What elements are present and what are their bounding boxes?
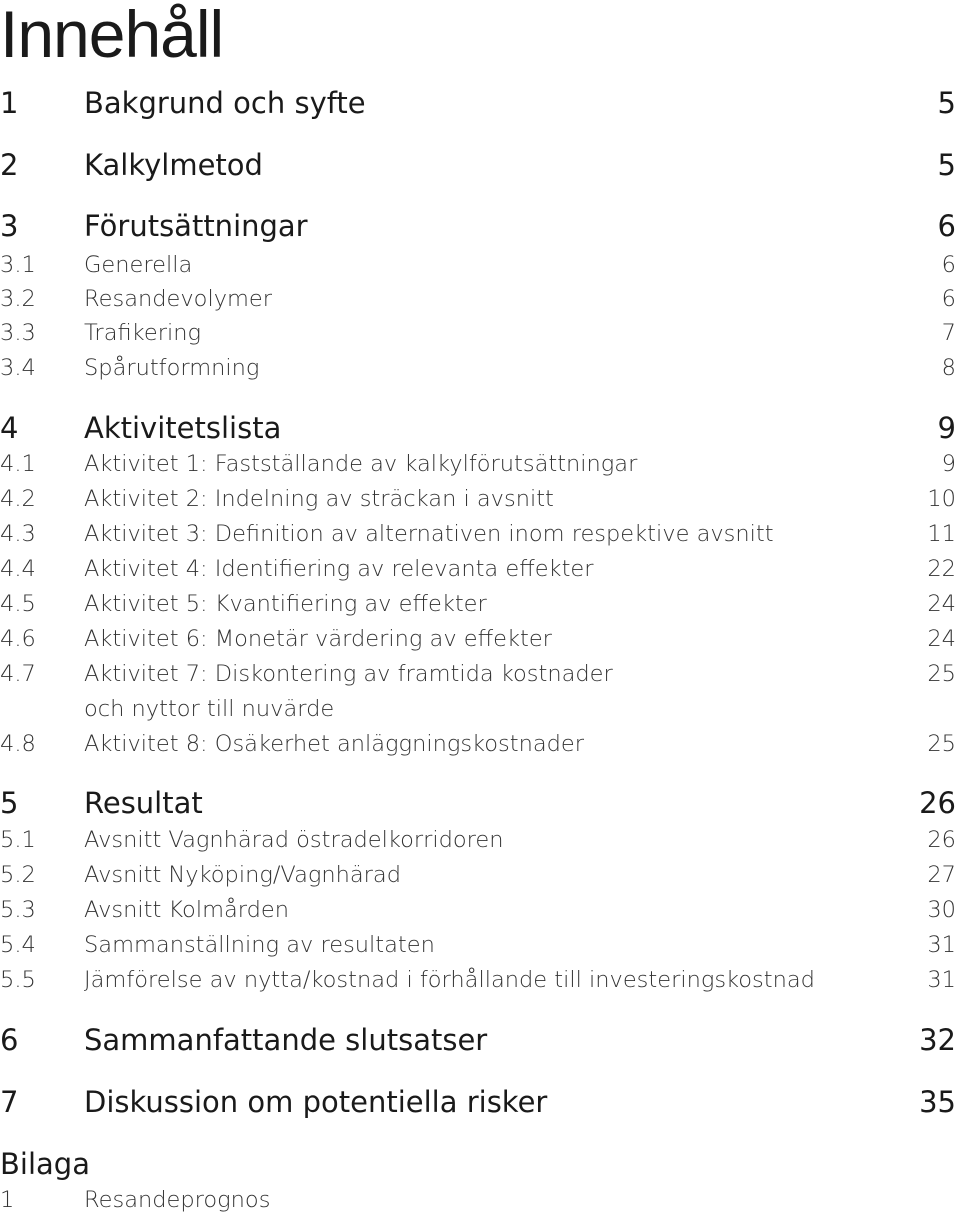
entry-number: 1 <box>0 86 19 120</box>
entry-page-number: 25 <box>927 661 956 687</box>
entry-title: Avsnitt Vagnhärad östradelkorridoren <box>84 827 504 853</box>
entry-title: Bakgrund och syfte <box>84 86 366 120</box>
entry-number: 4.1 <box>0 451 36 477</box>
toc-section-entry[interactable] <box>0 352 960 384</box>
entry-page-number: 25 <box>927 731 956 757</box>
entry-number: 1 <box>0 1187 15 1213</box>
entry-title: Avsnitt Nyköping/Vagnhärad <box>84 862 401 888</box>
entry-number: 7 <box>0 1085 19 1119</box>
entry-number: 4.8 <box>0 731 36 757</box>
entry-title: Förutsättningar <box>84 209 308 243</box>
entry-number: 3 <box>0 209 19 243</box>
entry-title: Sammanställning av resultaten <box>84 932 435 958</box>
entry-title: Diskussion om potentiella risker <box>84 1085 548 1119</box>
entry-number: 4.7 <box>0 661 36 687</box>
toc-section-entry[interactable] <box>0 623 960 655</box>
entry-number: 2 <box>0 148 19 182</box>
toc-section-entry[interactable] <box>0 249 960 281</box>
entry-page-number: 7 <box>941 320 956 346</box>
toc-chapter-entry[interactable] <box>0 83 960 123</box>
entry-title: Avsnitt Kolmården <box>84 897 290 923</box>
entry-page-number: 31 <box>927 967 956 993</box>
entry-title: Aktivitet 2: Indelning av sträckan i avsnitt <box>84 486 554 512</box>
entry-number: 5.4 <box>0 932 36 958</box>
toc-chapter-entry[interactable] <box>0 1082 960 1122</box>
entry-page-number: 24 <box>927 591 956 617</box>
entry-title: Resandevolymer <box>84 286 273 312</box>
entry-title: Aktivitetslista <box>84 411 282 445</box>
entry-page-number: 24 <box>927 626 956 652</box>
entry-page-number: 30 <box>927 897 956 923</box>
entry-title: Resandeprognos <box>84 1187 271 1213</box>
entry-page-number: 22 <box>927 556 956 582</box>
entry-page-number: 9 <box>941 451 956 477</box>
entry-title: Aktivitet 8: Osäkerhet anläggningskostnader <box>84 731 585 757</box>
entry-page-number: 26 <box>919 786 956 820</box>
toc-section-entry[interactable] <box>0 964 960 996</box>
entry-number: 5 <box>0 786 19 820</box>
entry-title: och nyttor till nuvärde <box>84 696 335 722</box>
toc-section-entry[interactable] <box>0 553 960 585</box>
toc-section-entry[interactable] <box>0 448 960 480</box>
toc-chapter-entry[interactable] <box>0 408 960 448</box>
entry-number: 3.2 <box>0 286 36 312</box>
entry-page-number: 5 <box>937 148 956 182</box>
entry-number: 5.3 <box>0 897 36 923</box>
toc-chapter-entry[interactable] <box>0 145 960 185</box>
entry-page-number: 11 <box>927 521 956 547</box>
entry-number: 4.3 <box>0 521 36 547</box>
entry-page-number: 26 <box>927 827 956 853</box>
toc-section-entry[interactable] <box>0 588 960 620</box>
toc-section-entry[interactable] <box>0 483 960 515</box>
page-title: Innehåll <box>0 0 224 71</box>
entry-title: Aktivitet 3: Definition av alternativen inom respektive avsnitt <box>84 521 774 547</box>
appendix-entry[interactable] <box>0 1184 960 1216</box>
entry-page-number: 6 <box>941 252 956 278</box>
entry-number: 5.1 <box>0 827 36 853</box>
entry-title: Jämförelse av nytta/kostnad i förhållande till investeringskostnad <box>84 967 815 993</box>
toc-chapter-entry[interactable] <box>0 1020 960 1060</box>
entry-page-number: 31 <box>927 932 956 958</box>
toc-section-entry[interactable] <box>0 859 960 891</box>
entry-number: 4.2 <box>0 486 36 512</box>
toc-chapter-entry[interactable] <box>0 783 960 823</box>
entry-page-number: 9 <box>937 411 956 445</box>
toc-section-entry[interactable] <box>0 658 960 690</box>
entry-number: 4 <box>0 411 19 445</box>
entry-number: 3.4 <box>0 355 36 381</box>
entry-title: Kalkylmetod <box>84 148 263 182</box>
entry-number: 4.6 <box>0 626 36 652</box>
entry-page-number: 10 <box>927 486 956 512</box>
entry-number: 5.5 <box>0 967 36 993</box>
entry-page-number: 27 <box>927 862 956 888</box>
entry-page-number: 32 <box>919 1023 956 1057</box>
toc-section-entry[interactable] <box>0 283 960 315</box>
entry-title: Spårutformning <box>84 355 260 381</box>
entry-title: Aktivitet 5: Kvantifiering av effekter <box>84 591 487 617</box>
entry-title: Aktivitet 4: Identifiering av relevanta effekter <box>84 556 594 582</box>
appendix-heading: Bilaga <box>0 1147 90 1181</box>
toc-section-entry[interactable] <box>0 317 960 349</box>
entry-title: Aktivitet 7: Diskontering av framtida kostnader <box>84 661 613 687</box>
toc-section-entry[interactable] <box>0 728 960 760</box>
entry-title: Trafikering <box>84 320 201 346</box>
toc-section-entry[interactable] <box>0 824 960 856</box>
entry-number: 4.5 <box>0 591 36 617</box>
entry-title: Aktivitet 6: Monetär värdering av effekter <box>84 626 552 652</box>
entry-number: 6 <box>0 1023 19 1057</box>
entry-page-number: 8 <box>941 355 956 381</box>
entry-number: 3.3 <box>0 320 36 346</box>
entry-number: 5.2 <box>0 862 36 888</box>
entry-page-number: 6 <box>937 209 956 243</box>
entry-title: Aktivitet 1: Fastställande av kalkylförutsättningar <box>84 451 638 477</box>
toc-chapter-entry[interactable] <box>0 206 960 246</box>
toc-section-entry[interactable] <box>0 518 960 550</box>
toc-section-entry[interactable] <box>0 929 960 961</box>
entry-title: Sammanfattande slutsatser <box>84 1023 488 1057</box>
entry-page-number: 6 <box>941 286 956 312</box>
entry-title: Generella <box>84 252 193 278</box>
entry-title: Resultat <box>84 786 203 820</box>
entry-number: 3.1 <box>0 252 36 278</box>
entry-number: 4.4 <box>0 556 36 582</box>
entry-page-number: 35 <box>919 1085 956 1119</box>
entry-page-number: 5 <box>937 86 956 120</box>
toc-section-entry[interactable] <box>0 894 960 926</box>
toc-section-entry[interactable] <box>0 693 960 725</box>
